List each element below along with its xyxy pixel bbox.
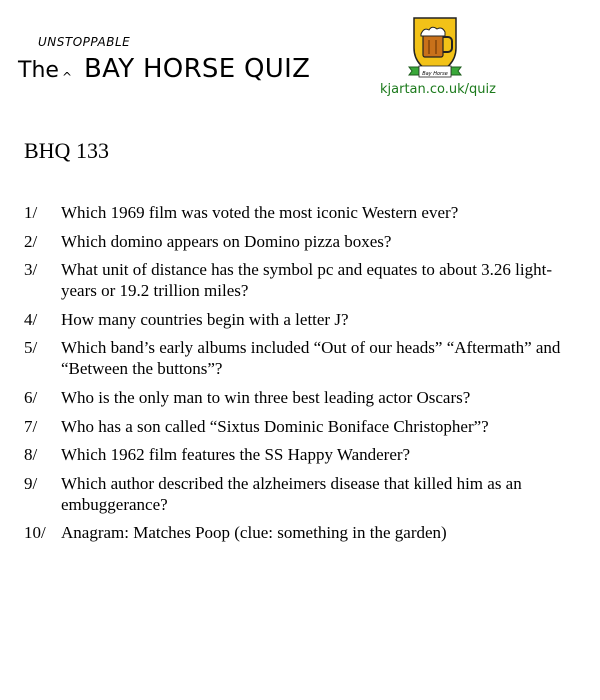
logo-ribbon-text: Bay Horse — [422, 71, 448, 77]
question-item — [24, 444, 584, 465]
question-item — [24, 416, 584, 437]
question-number: 7/ — [24, 416, 38, 436]
question-number: 10/ — [24, 523, 46, 543]
question-number: 6/ — [24, 387, 38, 407]
question-item — [24, 387, 584, 408]
question-text: Which author described the alzheimers disease that killed him as an embuggerance? — [61, 473, 522, 514]
question-text: Which domino appears on Domino pizza boxes? — [61, 231, 392, 251]
question-number: 5/ — [24, 338, 38, 358]
question-number: 2/ — [24, 231, 38, 251]
question-item — [24, 309, 584, 330]
question-number: 3/ — [24, 260, 38, 280]
question-number: 1/ — [24, 203, 38, 222]
question-item — [24, 231, 584, 252]
question-text: How many countries begin with a letter J? — [61, 309, 349, 329]
question-list — [24, 202, 584, 551]
question-item — [24, 337, 584, 379]
question-item — [24, 522, 584, 543]
question-text: Which 1969 film was voted the most iconic Western ever? — [61, 203, 459, 222]
question-text: Who is the only man to win three best leading actor Oscars? — [61, 387, 471, 407]
unstoppable-label: UNSTOPPABLE — [38, 35, 131, 49]
question-text: Which 1962 film features the SS Happy Wanderer? — [61, 445, 411, 465]
question-number: 9/ — [24, 473, 38, 493]
question-text: Which band’s early albums included “Out of our heads” “Aftermath” and “Between the buttons”? — [61, 338, 561, 379]
question-text: Anagram: Matches Poop (clue: something in the garden) — [61, 523, 447, 543]
the-label: The — [18, 58, 59, 83]
question-number: 8/ — [24, 445, 38, 465]
question-item — [24, 473, 584, 515]
question-item — [24, 202, 584, 223]
question-item — [24, 259, 584, 301]
question-text: Who has a son called “Sixtus Dominic Boniface Christopher”? — [61, 416, 489, 436]
quiz-number-title: BHQ 133 — [24, 138, 109, 163]
question-text: What unit of distance has the symbol pc and equates to about 3.26 light-years or 19.2 trillion miles? — [61, 260, 552, 301]
site-url: kjartan.co.uk/quiz — [380, 82, 496, 97]
header — [0, 0, 600, 110]
quiz-title: BAY HORSE QUIZ — [84, 54, 311, 84]
insertion-caret: ^ — [62, 70, 73, 84]
question-number: 4/ — [24, 309, 38, 329]
